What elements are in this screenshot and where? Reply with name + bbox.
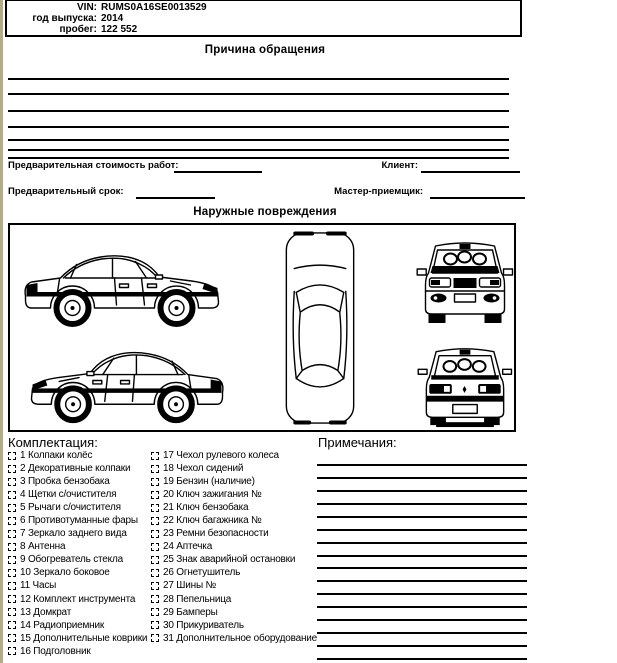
car-side-view-left-facing	[14, 332, 242, 428]
equipment-column-right	[151, 449, 341, 645]
equipment-column-left	[8, 449, 158, 658]
vin-row	[7, 2, 520, 13]
equipment-item-label: 3 Пробка бензобака	[20, 476, 110, 488]
year-value: 2014	[101, 13, 124, 24]
equipment-checkbox[interactable]	[151, 465, 159, 473]
equipment-item	[8, 488, 158, 501]
equipment-item	[8, 553, 158, 566]
equipment-item-label: 11 Часы	[20, 580, 57, 592]
equipment-checkbox[interactable]	[8, 491, 16, 499]
equipment-item-label: 10 Зеркало боковое	[20, 567, 110, 579]
equipment-item	[8, 619, 158, 632]
blank-line	[8, 93, 509, 95]
equipment-item-label: 4 Щетки с/очистителя	[20, 489, 117, 501]
equipment-checkbox[interactable]	[8, 478, 16, 486]
equipment-item-label: 7 Зеркало заднего вида	[20, 528, 127, 540]
equipment-item-label: 1 Колпаки колёс	[20, 450, 93, 462]
blank-line	[8, 149, 509, 151]
equipment-item-label: 2 Декоративные колпаки	[20, 463, 131, 475]
blank-line	[317, 645, 527, 647]
equipment-item	[151, 501, 341, 514]
equipment-checkbox[interactable]	[8, 647, 16, 655]
vin-value: RUMS0A16SE0013529	[101, 2, 207, 13]
equipment-item-label: 26 Огнетушитель	[163, 567, 241, 579]
prelim-term-label: Предварительный срок:	[8, 186, 124, 197]
equipment-item-label: 17 Чехол рулевого колеса	[163, 450, 279, 462]
master-blank[interactable]	[430, 197, 525, 199]
equipment-item	[8, 593, 158, 606]
blank-line	[317, 516, 527, 518]
blank-line	[317, 632, 527, 634]
equipment-checkbox[interactable]	[8, 556, 16, 564]
equipment-item-label: 22 Ключ багажника №	[163, 515, 262, 527]
blank-line	[317, 529, 527, 531]
equipment-checkbox[interactable]	[8, 543, 16, 551]
equipment-checkbox[interactable]	[151, 452, 159, 460]
prelim-term-blank[interactable]	[136, 197, 215, 199]
equipment-item	[151, 462, 341, 475]
equipment-item-label: 23 Ремни безопасности	[163, 528, 269, 540]
damage-diagram-box	[8, 223, 516, 432]
equipment-item	[151, 475, 341, 488]
equipment-checkbox[interactable]	[151, 530, 159, 538]
equipment-item	[151, 566, 341, 579]
equipment-item	[151, 632, 341, 645]
prelim-cost-label: Предварительная стоимость работ:	[8, 160, 179, 171]
blank-line	[317, 464, 527, 466]
equipment-item-label: 31 Дополнительное оборудование	[163, 632, 318, 644]
blank-line	[317, 477, 527, 479]
equipment-checkbox[interactable]	[8, 465, 16, 473]
equipment-item	[8, 527, 158, 540]
equipment-checkbox[interactable]	[151, 491, 159, 499]
equipment-checkbox[interactable]	[151, 582, 159, 590]
equipment-checkbox[interactable]	[8, 569, 16, 577]
notes-section-title: Примечания:	[318, 435, 397, 450]
equipment-checkbox[interactable]	[151, 478, 159, 486]
equipment-item-label: 28 Пепельница	[163, 593, 232, 605]
blank-line	[317, 658, 527, 660]
equipment-item	[8, 606, 158, 619]
equipment-item-label: 8 Антенна	[20, 541, 66, 553]
equipment-checkbox[interactable]	[8, 582, 16, 590]
blank-line	[317, 503, 527, 505]
equipment-item	[8, 462, 158, 475]
equipment-item-label: 18 Чехол сидений	[163, 463, 244, 475]
equipment-item	[8, 645, 158, 658]
equipment-checkbox[interactable]	[8, 530, 16, 538]
mileage-label: пробег:	[59, 24, 97, 35]
car-top-view	[282, 229, 360, 427]
prelim-cost-blank[interactable]	[174, 171, 262, 173]
blank-line	[317, 542, 527, 544]
equipment-item-label: 21 Ключ бензобака	[163, 502, 249, 514]
car-front-view	[416, 233, 514, 326]
blank-line	[317, 555, 527, 557]
mileage-row	[7, 24, 520, 35]
equipment-checkbox[interactable]	[151, 634, 159, 642]
equipment-checkbox[interactable]	[8, 452, 16, 460]
car-rear-view	[416, 340, 514, 430]
mileage-value: 122 552	[101, 24, 138, 35]
equipment-item-label: 19 Бензин (наличие)	[163, 476, 255, 488]
equipment-item-label: 27 Шины №	[163, 580, 217, 592]
equipment-item-label: 15 Дополнительные коврики	[20, 632, 148, 644]
equipment-item-label: 14 Радиоприемник	[20, 619, 105, 631]
equipment-item	[8, 540, 158, 553]
equipment-checkbox[interactable]	[8, 621, 16, 629]
client-label: Клиент:	[381, 160, 418, 171]
reason-section-title: Причина обращения	[204, 44, 326, 56]
equipment-checkbox[interactable]	[8, 595, 16, 603]
equipment-item-label: 20 Ключ зажигания №	[163, 489, 262, 501]
equipment-checkbox[interactable]	[151, 608, 159, 616]
equipment-checkbox[interactable]	[8, 608, 16, 616]
blank-line	[317, 593, 527, 595]
blank-line	[8, 139, 509, 141]
equipment-item	[151, 540, 341, 553]
equipment-item	[151, 514, 341, 527]
blank-line	[317, 567, 527, 569]
equipment-item	[8, 514, 158, 527]
equipment-item	[151, 488, 341, 501]
vin-label: VIN:	[77, 2, 97, 13]
equipment-item	[8, 475, 158, 488]
equipment-item	[8, 566, 158, 579]
vehicle-info-box	[5, 0, 522, 37]
blank-line	[317, 606, 527, 608]
equipment-checkbox[interactable]	[151, 621, 159, 629]
equipment-item	[151, 527, 341, 540]
equipment-item	[151, 593, 341, 606]
equipment-item-label: 24 Аптечка	[163, 541, 213, 553]
equipment-item-label: 29 Бамперы	[163, 606, 218, 618]
equipment-item	[151, 579, 341, 592]
equipment-item-label: 5 Рычаги с/очистителя	[20, 502, 121, 514]
equipment-item-label: 13 Домкрат	[20, 606, 72, 618]
equipment-item	[8, 579, 158, 592]
equipment-item-label: 25 Знак аварийной остановки	[163, 554, 296, 566]
year-row	[7, 13, 520, 24]
equipment-item	[151, 606, 341, 619]
equipment-item	[8, 632, 158, 645]
equipment-item	[8, 449, 158, 462]
equipment-checkbox[interactable]	[8, 504, 16, 512]
year-label: год выпуска:	[32, 13, 97, 24]
page-edge-strip	[0, 0, 3, 663]
equipment-item	[151, 449, 341, 462]
blank-line	[8, 78, 509, 80]
blank-line	[8, 157, 509, 159]
client-blank[interactable]	[421, 171, 520, 173]
equipment-section-title: Комплектация:	[8, 435, 98, 450]
blank-line	[317, 490, 527, 492]
equipment-checkbox[interactable]	[151, 543, 159, 551]
equipment-item	[151, 553, 341, 566]
equipment-checkbox[interactable]	[151, 504, 159, 512]
blank-line	[317, 619, 527, 621]
blank-line	[8, 110, 509, 112]
equipment-item-label: 30 Прикуриватель	[163, 619, 244, 631]
equipment-checkbox[interactable]	[8, 634, 16, 642]
equipment-checkbox[interactable]	[151, 556, 159, 564]
equipment-checkbox[interactable]	[8, 517, 16, 525]
equipment-item-label: 6 Противотуманные фары	[20, 515, 138, 527]
equipment-item-label: 9 Обогреватель стекла	[20, 554, 123, 566]
equipment-checkbox[interactable]	[151, 517, 159, 525]
equipment-item	[8, 501, 158, 514]
equipment-checkbox[interactable]	[151, 595, 159, 603]
damage-section-title: Наружные повреждения	[193, 206, 337, 218]
car-side-view-right-facing	[16, 235, 226, 332]
equipment-checkbox[interactable]	[151, 569, 159, 577]
master-label: Мастер-приемщик:	[334, 186, 423, 197]
blank-line	[8, 126, 509, 128]
blank-line	[317, 580, 527, 582]
equipment-item	[151, 619, 341, 632]
equipment-item-label: 12 Комплект инструмента	[20, 593, 136, 605]
equipment-item-label: 16 Подголовник	[20, 645, 91, 657]
